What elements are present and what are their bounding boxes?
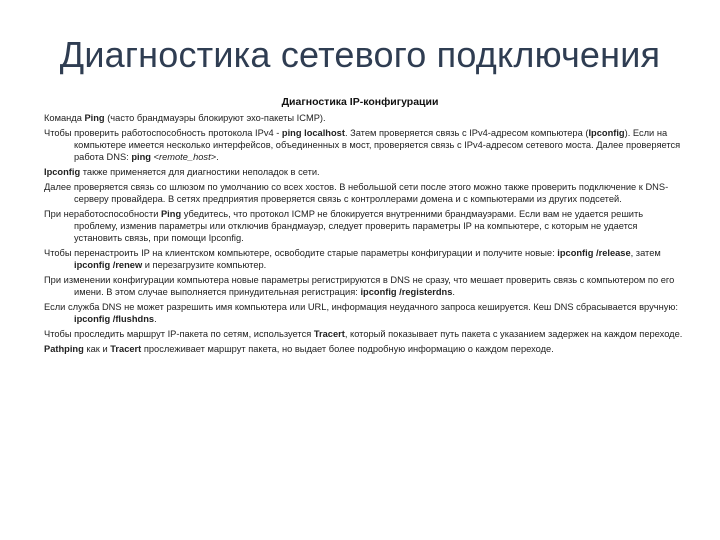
- text-run: Если служба DNS не может разрешить имя компьютера или URL, информация неудачного запроса кешируется. Кеш DNS сбрасывается вручную:: [44, 302, 678, 312]
- text-run: как и: [83, 343, 111, 354]
- text-run: ipconfig /renew: [74, 260, 143, 271]
- slide-title: Диагностика сетевого подключения: [59, 34, 661, 75]
- text-run: ipconfig /release: [557, 248, 631, 258]
- text-run: ). Если на компьютере имеется несколько интерфейсов, объединенных в мост, проверяется связь с IPv4-адресом сетевого моста. Далее проверяется работа DNS:: [74, 127, 681, 163]
- text-run: ping: [131, 152, 154, 163]
- text-run: Ping: [160, 208, 182, 219]
- text-run: Чтобы перенастроить IP на клиентском компьютере, освободите старые параметры конфигурации и получите новые:: [44, 248, 558, 258]
- text-run: При изменении конфигурации компьютера новые параметры регистрируются в DNS не сразу, что мешает проверить связь с компьютером по его имени. В этом случае выполняется принудительная регистрация:: [44, 275, 675, 298]
- text-run: .: [216, 152, 219, 163]
- text-run: ping localhost: [281, 127, 345, 138]
- text-run: ipconfig /flushdns: [74, 314, 155, 325]
- text-run: <remote_host>: [153, 152, 217, 163]
- paragraph: [44, 127, 684, 164]
- paragraph: [44, 247, 684, 271]
- text-run: Команда: [44, 113, 85, 123]
- text-run: Далее проверяется связь со шлюзом по умолчанию со всех хостов. В небольшой сети после этого можно также проверить подключение к DNS-серверу провайдера. В сетях предприятия проверяется связь с контроллерами домена и с компьютерами из других подсетей.: [44, 181, 669, 204]
- paragraph: [44, 328, 684, 340]
- text-run: Pathping: [44, 343, 84, 354]
- slide-subtitle: Диагностика IP-конфигурации: [281, 96, 439, 108]
- text-run: , который показывает путь пакета с указанием задержек на каждом переходе.: [344, 329, 683, 339]
- text-run: Ipconfig: [588, 127, 625, 138]
- text-run: и перезагрузите компьютер.: [142, 260, 267, 271]
- text-run: Ipconfig: [44, 167, 81, 177]
- paragraph: [44, 301, 684, 325]
- text-run: Tracert: [313, 329, 345, 339]
- text-run: При неработоспособности: [44, 208, 161, 219]
- paragraph: [44, 181, 684, 205]
- text-run: прослеживает маршрут пакета, но выдает более подробную информацию о каждом переходе.: [141, 343, 554, 354]
- text-run: ipconfig /registerdns: [360, 287, 453, 298]
- text-run: (часто брандмауэры блокируют эхо-пакеты ICMP).: [104, 113, 326, 123]
- text-run: .: [154, 314, 157, 325]
- paragraph: [44, 274, 684, 298]
- body-text: [44, 112, 684, 358]
- text-run: Ping: [84, 113, 105, 123]
- paragraph: [44, 343, 684, 355]
- text-run: убедитесь, что протокол ICMP не блокируется внутренними брандмауэрами. Если вам не удается решить проблему, изменив параметры или отключив брандмауэр, следует проверить параметры IP на компьютере, с которым не удается установить связь, при помощи Ipconfig.: [74, 208, 644, 244]
- text-run: также применяется для диагностики неполадок в сети.: [80, 167, 320, 177]
- paragraph: [44, 208, 684, 245]
- paragraph: [44, 112, 684, 124]
- text-run: Чтобы проверить работоспособность протокола IPv4 -: [44, 127, 282, 138]
- text-run: . Затем проверяется связь с IPv4-адресом компьютера (: [344, 127, 589, 138]
- text-run: Tracert: [110, 343, 142, 354]
- paragraph: [44, 166, 684, 178]
- text-run: .: [452, 287, 455, 298]
- text-run: , затем: [630, 248, 661, 258]
- text-run: Чтобы проследить маршрут IP-пакета по сетям, используется: [44, 329, 314, 339]
